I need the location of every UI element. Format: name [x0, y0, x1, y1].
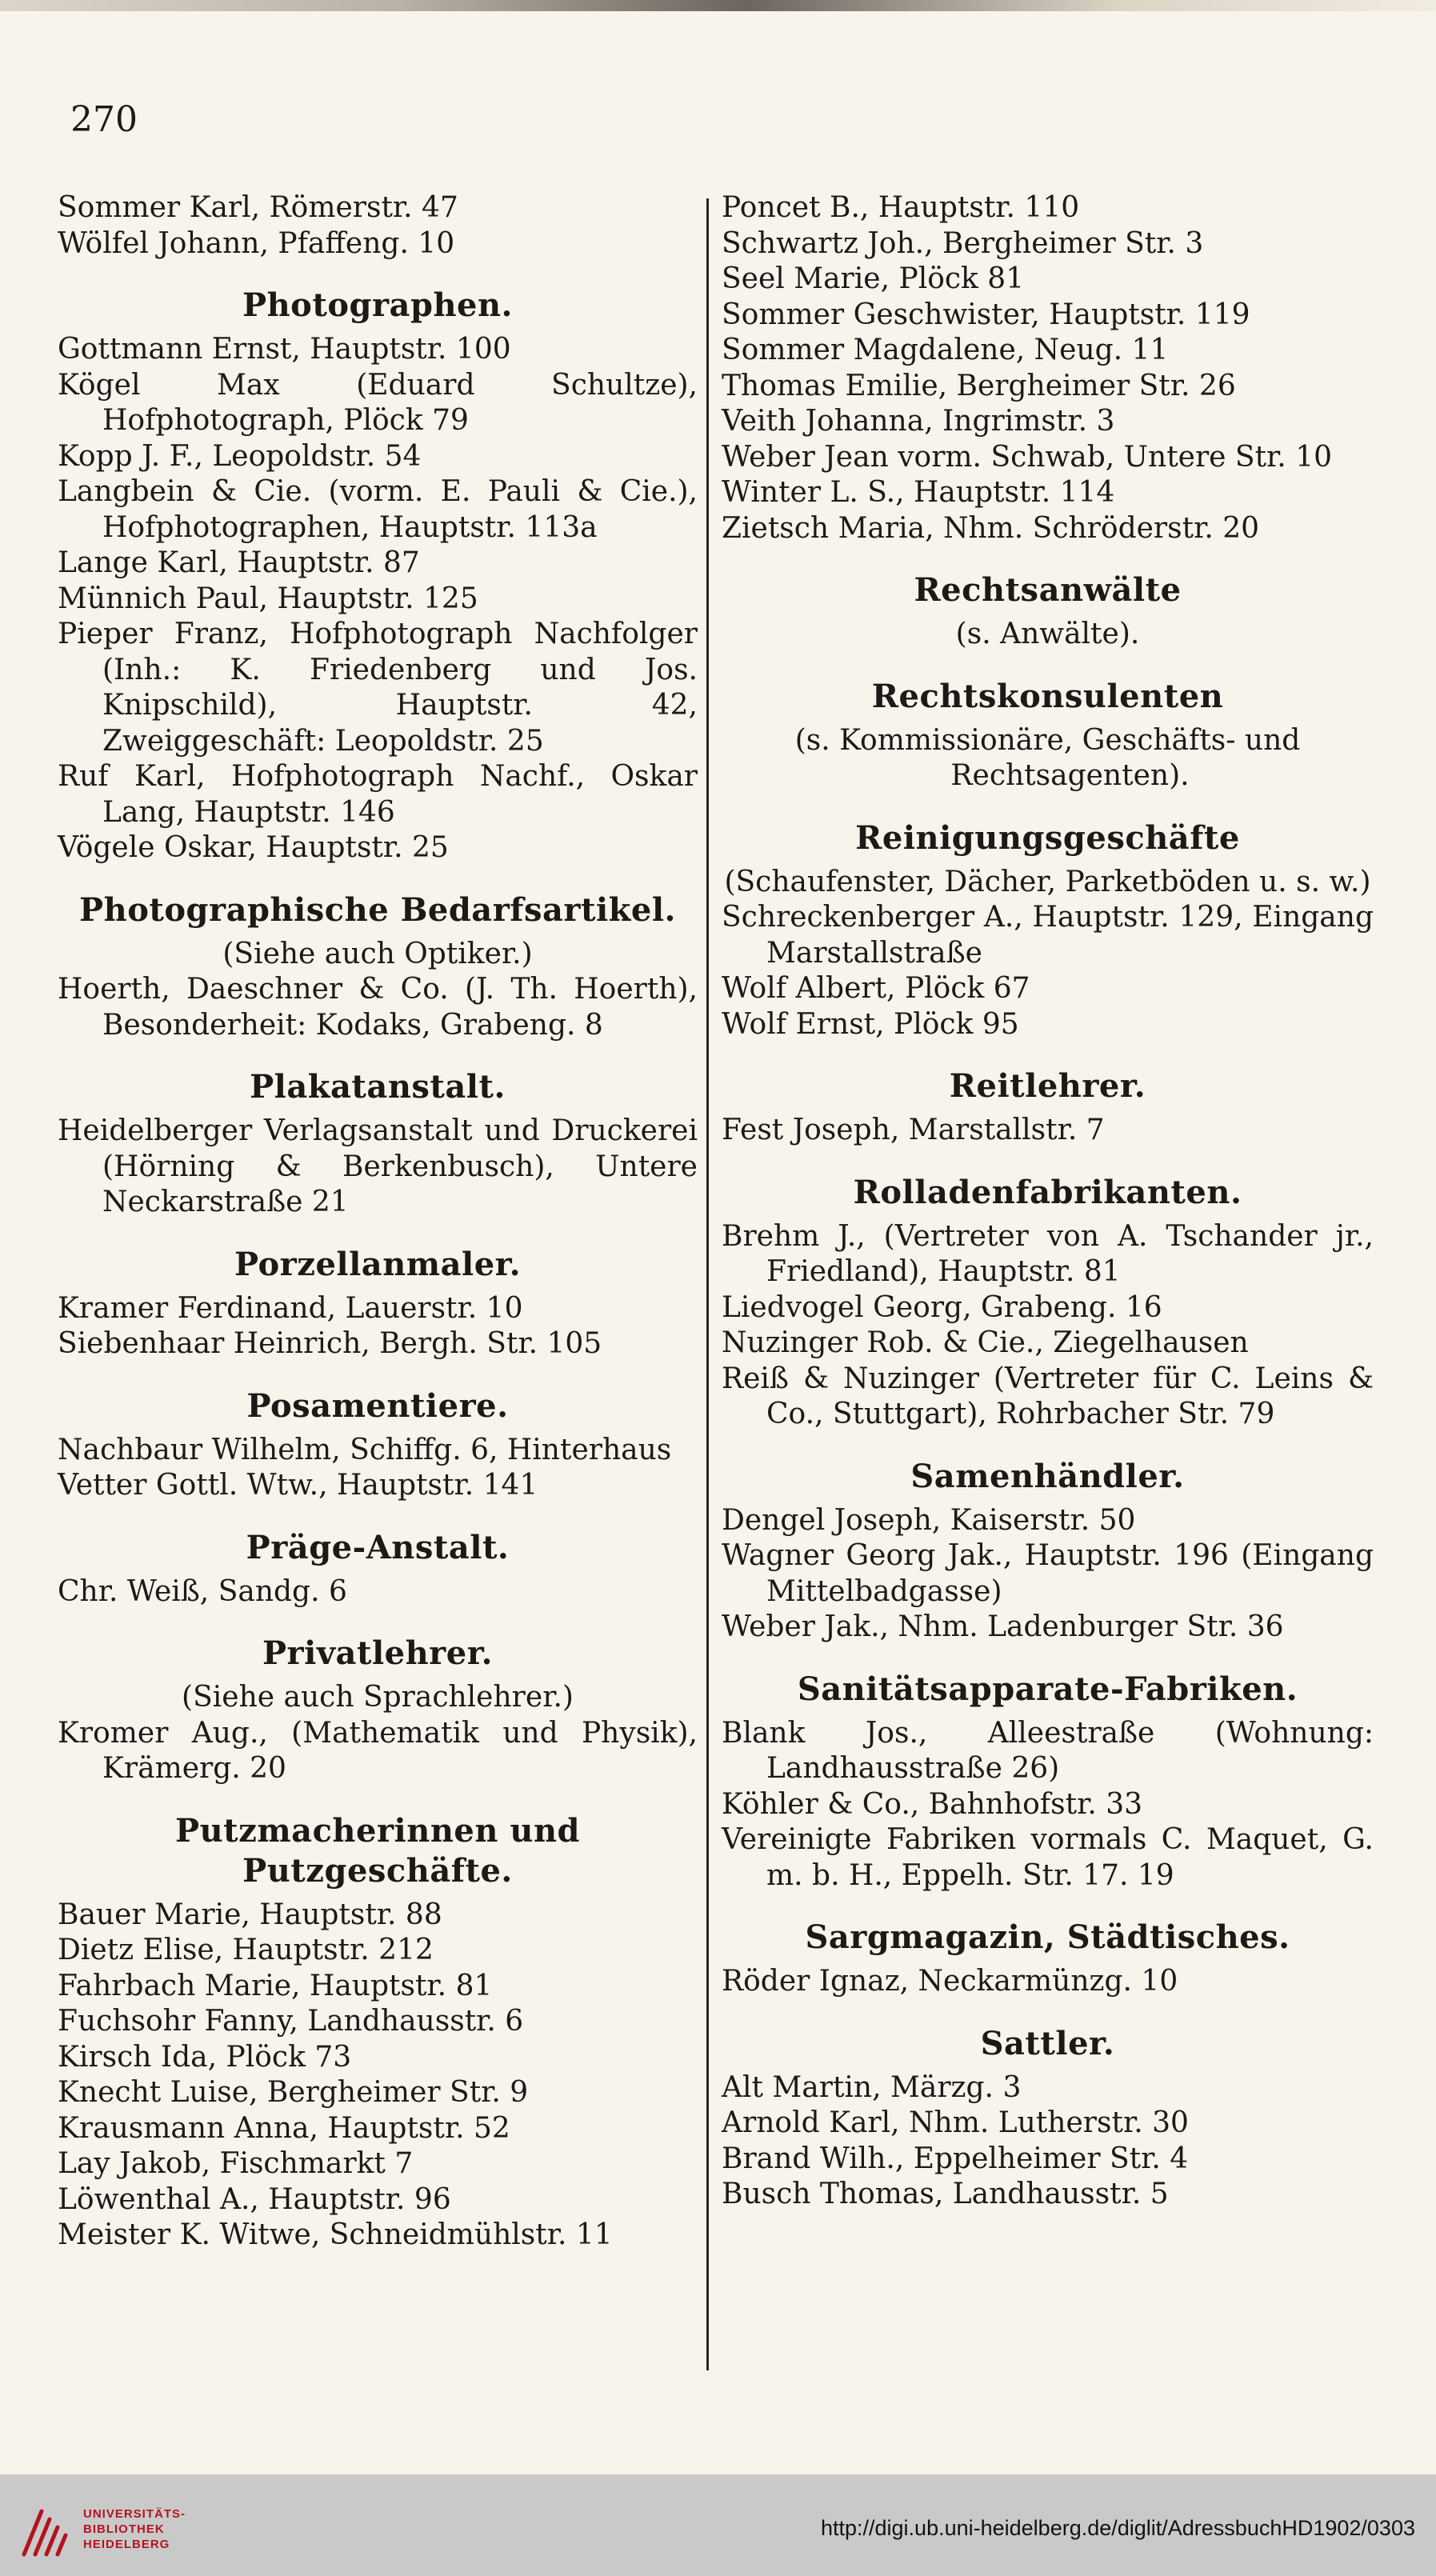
directory-entry: Löwenthal A., Hauptstr. 96: [58, 2182, 451, 2216]
directory-entry: Wolf Ernst, Plöck 95: [722, 1007, 1019, 1041]
logo-line-1: UNIVERSITÄTS-: [83, 2507, 186, 2521]
cross-reference-note: (Siehe auch Optiker.): [222, 937, 533, 970]
directory-entry: Fahrbach Marie, Hauptstr. 81: [58, 1969, 493, 2002]
directory-entry: Nachbaur Wilhelm, Schiffg. 6, Hinterhaus: [58, 1433, 672, 1466]
directory-entry: Vereinigte Fabriken vormals C. Maquet, G. m. b. H., Eppelh. Str. 17. 19: [722, 1823, 1374, 1892]
directory-entry: Weber Jean vorm. Schwab, Untere Str. 10: [722, 440, 1332, 474]
directory-entry: Brand Wilh., Eppelheimer Str. 4: [722, 2142, 1189, 2175]
directory-entry: Vetter Gottl. Wtw., Hauptstr. 141: [58, 1469, 538, 1502]
directory-entry: Pieper Franz, Hofphotograph Nachfolger (Inh.: K. Friedenberg und Jos. Knipschild), Hauptstr. 42, Zweiggeschäft: Leopoldstr. 25: [58, 618, 698, 758]
section-heading: Posamentiere.: [246, 1386, 509, 1425]
cross-reference-note: (s. Anwälte).: [955, 618, 1140, 650]
column-divider: [706, 198, 709, 2370]
directory-entry: Gottmann Ernst, Hauptstr. 100: [58, 333, 511, 366]
directory-entry: Bauer Marie, Hauptstr. 88: [58, 1898, 442, 1931]
section-heading: Reinigungsgeschäfte: [855, 818, 1240, 857]
directory-entry: Schwartz Joh., Bergheimer Str. 3: [722, 226, 1204, 260]
cross-reference-note: (s. Kommissionäre, Geschäfts- und Rechtsagenten).: [794, 723, 1301, 792]
cross-reference-note: (Siehe auch Sprachlehrer.): [182, 1681, 574, 1714]
section-heading: Photographische Bedarfsartikel.: [79, 890, 676, 929]
directory-entry: Kirsch Ida, Plöck 73: [58, 2040, 352, 2074]
directory-entry: Siebenhaar Heinrich, Bergh. Str. 105: [58, 1327, 602, 1360]
directory-entry: Kromer Aug., (Mathematik und Physik), Krämerg. 20: [58, 1716, 698, 1785]
directory-entry: Poncet B., Hauptstr. 110: [722, 191, 1080, 224]
section-heading: Rechtsanwälte: [914, 571, 1182, 609]
section-heading: Plakatanstalt.: [250, 1068, 506, 1106]
section-heading: Präge-Anstalt.: [246, 1528, 510, 1566]
directory-entry: Dietz Elise, Hauptstr. 212: [58, 1934, 434, 1966]
directory-entry: Krausmann Anna, Hauptstr. 52: [58, 2111, 510, 2145]
logo-line-2: BIBLIOTHEK: [83, 2522, 165, 2536]
page-number: 270: [70, 99, 138, 140]
logo-line-3: HEIDELBERG: [83, 2538, 170, 2551]
section-heading: Porzellanmaler.: [234, 1245, 522, 1283]
directory-entry: Hoerth, Daeschner & Co. (J. Th. Hoerth), Besonderheit: Kodaks, Grabeng. 8: [58, 973, 698, 1042]
directory-entry: Wolf Albert, Plöck 67: [722, 972, 1030, 1005]
directory-entry: Veith Johanna, Ingrimstr. 3: [722, 405, 1115, 438]
footer-bar: [0, 2474, 1436, 2576]
section-heading: Sanitätsapparate-Fabriken.: [797, 1670, 1298, 1708]
section-heading: Photographen.: [242, 286, 513, 324]
directory-entry: Meister K. Witwe, Schneidmühlstr. 11: [58, 2218, 613, 2251]
directory-entry: Lange Karl, Hauptstr. 87: [58, 546, 420, 579]
directory-entry: Alt Martin, Märzg. 3: [722, 2070, 1022, 2104]
scan-edge: [0, 0, 1436, 11]
section-heading: Sattler.: [980, 2024, 1115, 2062]
directory-entry: Wölfel Johann, Pfaffeng. 10: [58, 226, 455, 260]
directory-entry: Blank Jos., Alleestraße (Wohnung: Landhausstraße 26): [722, 1716, 1374, 1785]
directory-entry: Arnold Karl, Nhm. Lutherstr. 30: [722, 2106, 1189, 2139]
directory-entry: Vögele Oskar, Hauptstr. 25: [58, 831, 449, 864]
directory-entry: Heidelberger Verlagsanstalt und Druckerei (Hörning & Berkenbusch), Untere Neckarstraße 21: [58, 1114, 698, 1218]
section-heading: Privatlehrer.: [262, 1634, 494, 1672]
directory-entry: Weber Jak., Nhm. Ladenburger Str. 36: [722, 1610, 1284, 1643]
directory-entry: Sommer Geschwister, Hauptstr. 119: [722, 298, 1250, 331]
directory-entry: Knecht Luise, Bergheimer Str. 9: [58, 2076, 529, 2109]
section-heading: Putzmacherinnen und Putzgeschäfte.: [174, 1811, 580, 1890]
section-heading: Reitlehrer.: [949, 1067, 1146, 1105]
directory-entry: Nuzinger Rob. & Cie., Ziegelhausen: [722, 1326, 1249, 1359]
directory-entry: Dengel Joseph, Kaiserstr. 50: [722, 1503, 1136, 1537]
directory-entry: Chr. Weiß, Sandg. 6: [58, 1574, 347, 1608]
cross-reference-note: (Schaufenster, Dächer, Parketböden u. s. w.): [724, 865, 1371, 898]
directory-entry: Fuchsohr Fanny, Landhausstr. 6: [58, 2005, 524, 2038]
directory-entry: Kögel Max (Eduard Schultze), Hofphotograph, Plöck 79: [58, 368, 698, 437]
directory-entry: Ruf Karl, Hofphotograph Nachf., Oskar Lang, Hauptstr. 146: [58, 760, 698, 829]
directory-entry: Kramer Ferdinand, Lauerstr. 10: [58, 1291, 523, 1325]
directory-entry: Zietsch Maria, Nhm. Schröderstr. 20: [722, 511, 1260, 545]
directory-entry: Seel Marie, Plöck 81: [722, 262, 1025, 295]
section-heading: Rolladenfabrikanten.: [853, 1173, 1242, 1211]
directory-entry: Busch Thomas, Landhausstr. 5: [722, 2178, 1169, 2210]
university-library-logo-icon: [18, 2505, 74, 2561]
directory-entry: Münnich Paul, Hauptstr. 125: [58, 582, 478, 615]
directory-entry: Kopp J. F., Leopoldstr. 54: [58, 439, 422, 473]
directory-entry: Reiß & Nuzinger (Vertreter für C. Leins & Co., Stuttgart), Rohrbacher Str. 79: [722, 1362, 1374, 1430]
section-heading: Sargmagazin, Städtisches.: [805, 1918, 1290, 1956]
directory-entry: Fest Joseph, Marstallstr. 7: [722, 1114, 1105, 1146]
directory-entry: Sommer Karl, Römerstr. 47: [58, 191, 458, 224]
directory-entry: Thomas Emilie, Bergheimer Str. 26: [722, 369, 1236, 402]
source-url-link[interactable]: http://digi.ub.uni-heidelberg.de/diglit/AdressbuchHD1902/0303: [820, 2516, 1415, 2540]
right-column: [722, 190, 1374, 2213]
library-logo-text: [83, 2506, 186, 2552]
section-heading: Samenhändler.: [910, 1457, 1185, 1495]
directory-entry: Lay Jakob, Fischmarkt 7: [58, 2147, 414, 2180]
directory-entry: Brehm J., (Vertreter von A. Tschander jr., Friedland), Hauptstr. 81: [722, 1219, 1374, 1288]
directory-entry: Köhler & Co., Bahnhofstr. 33: [722, 1787, 1143, 1821]
directory-entry: Sommer Magdalene, Neug. 11: [722, 334, 1169, 366]
directory-entry: Winter L. S., Hauptstr. 114: [722, 476, 1115, 509]
directory-entry: Röder Ignaz, Neckarmünzg. 10: [722, 1965, 1178, 1998]
directory-entry: Langbein & Cie. (vorm. E. Pauli & Cie.), Hofphotographen, Hauptstr. 113a: [58, 475, 698, 544]
section-heading: Rechtskonsulenten: [871, 677, 1224, 715]
directory-entry: Schreckenberger A., Hauptstr. 129, Eingang Marstallstraße: [722, 901, 1374, 970]
directory-entry: Liedvogel Georg, Grabeng. 16: [722, 1290, 1162, 1324]
directory-entry: Wagner Georg Jak., Hauptstr. 196 (Eingang Mittelbadgasse): [722, 1539, 1374, 1608]
left-column: [58, 190, 698, 2254]
